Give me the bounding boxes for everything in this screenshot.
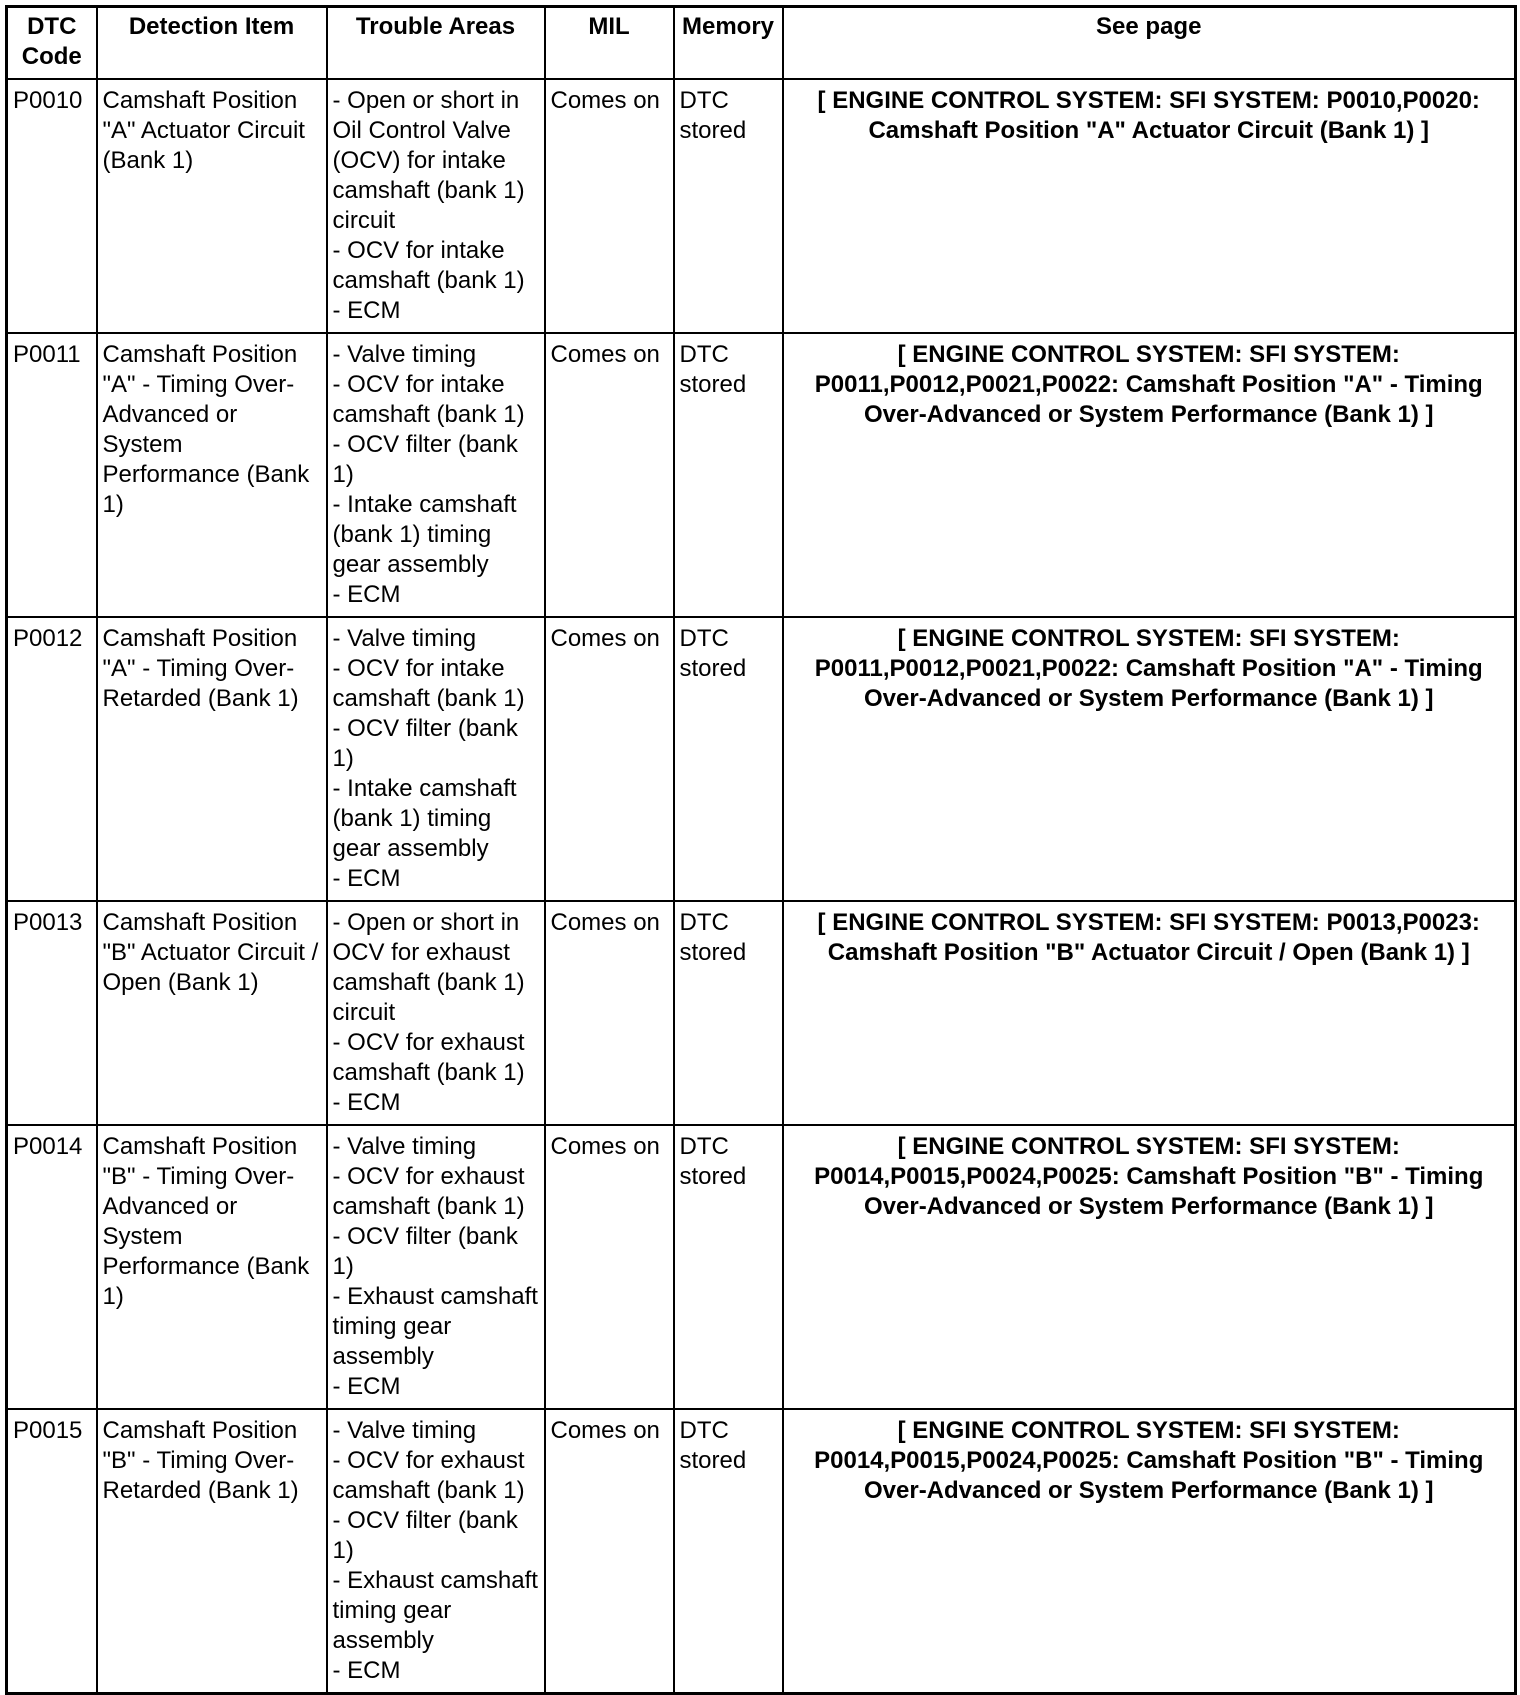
dtc-code-cell: P0012: [7, 617, 97, 901]
see-page-cell: [ ENGINE CONTROL SYSTEM: SFI SYSTEM: P0011,P0012,P0021,P0022: Camshaft Position "A" - Timing Over-Advanced or System Performance (Bank 1) ]: [783, 617, 1516, 901]
memory-cell: DTC stored: [674, 1409, 783, 1694]
trouble-area-item: - OCV for intake camshaft (bank 1): [332, 237, 525, 294]
trouble-area-item: - Valve timing: [332, 1133, 477, 1160]
trouble-area-item: - Open or short in Oil Control Valve (OCV) for intake camshaft (bank 1) circuit: [332, 87, 525, 234]
memory-cell: DTC stored: [674, 333, 783, 617]
dtc-code-cell: P0015: [7, 1409, 97, 1694]
trouble-area-item: - OCV for exhaust camshaft (bank 1): [332, 1029, 525, 1086]
trouble-areas-cell: [327, 333, 545, 617]
trouble-area-item: - ECM: [332, 581, 401, 608]
table-row: [7, 1125, 1516, 1409]
trouble-area-item: - ECM: [332, 1373, 401, 1400]
mil-cell: Comes on: [545, 1125, 674, 1409]
trouble-area-item: - Exhaust camshaft timing gear assembly: [332, 1283, 538, 1370]
detection-item-cell: Camshaft Position "B" - Timing Over-Advanced or System Performance (Bank 1): [97, 1125, 327, 1409]
header-dtc-code-line2: Code: [21, 43, 82, 70]
header-see-page: See page: [783, 7, 1516, 80]
trouble-area-item: - Intake camshaft (bank 1) timing gear assembly: [332, 775, 517, 862]
header-dtc-code-line1: DTC: [27, 13, 77, 40]
trouble-areas-cell: [327, 79, 545, 333]
trouble-areas-cell: [327, 617, 545, 901]
dtc-code-cell: P0013: [7, 901, 97, 1125]
table-row: [7, 617, 1516, 901]
header-row: [7, 7, 1516, 80]
mil-cell: Comes on: [545, 333, 674, 617]
trouble-areas-cell: [327, 1409, 545, 1694]
trouble-area-item: - OCV filter (bank 1): [332, 431, 518, 488]
trouble-area-item: - OCV for exhaust camshaft (bank 1): [332, 1163, 525, 1220]
detection-item-cell: Camshaft Position "A" - Timing Over-Retarded (Bank 1): [97, 617, 327, 901]
see-page-cell: [ ENGINE CONTROL SYSTEM: SFI SYSTEM: P0011,P0012,P0021,P0022: Camshaft Position "A" - Timing Over-Advanced or System Performance (Bank 1) ]: [783, 333, 1516, 617]
memory-cell: DTC stored: [674, 1125, 783, 1409]
trouble-area-item: - OCV for intake camshaft (bank 1): [332, 655, 525, 712]
detection-item-cell: Camshaft Position "B" Actuator Circuit / Open (Bank 1): [97, 901, 327, 1125]
memory-cell: DTC stored: [674, 617, 783, 901]
table-row: [7, 79, 1516, 333]
memory-cell: DTC stored: [674, 901, 783, 1125]
mil-cell: Comes on: [545, 617, 674, 901]
trouble-area-item: - ECM: [332, 1657, 401, 1684]
header-detection-item: Detection Item: [97, 7, 327, 80]
trouble-area-item: - Open or short in OCV for exhaust camshaft (bank 1) circuit: [332, 909, 525, 1026]
trouble-areas-cell: [327, 1125, 545, 1409]
trouble-areas-cell: [327, 901, 545, 1125]
detection-item-cell: Camshaft Position "A" - Timing Over-Advanced or System Performance (Bank 1): [97, 333, 327, 617]
trouble-area-item: - OCV filter (bank 1): [332, 1223, 518, 1280]
header-memory: Memory: [674, 7, 783, 80]
trouble-area-item: - Intake camshaft (bank 1) timing gear assembly: [332, 491, 517, 578]
trouble-area-item: - OCV filter (bank 1): [332, 715, 518, 772]
see-page-cell: [ ENGINE CONTROL SYSTEM: SFI SYSTEM: P0014,P0015,P0024,P0025: Camshaft Position "B" - Timing Over-Advanced or System Performance (Bank 1) ]: [783, 1125, 1516, 1409]
dtc-code-cell: P0014: [7, 1125, 97, 1409]
see-page-cell: [ ENGINE CONTROL SYSTEM: SFI SYSTEM: P0010,P0020: Camshaft Position "A" Actuator Circuit (Bank 1) ]: [783, 79, 1516, 333]
trouble-area-item: - Valve timing: [332, 1417, 477, 1444]
trouble-area-item: - ECM: [332, 297, 401, 324]
table-row: [7, 901, 1516, 1125]
see-page-cell: [ ENGINE CONTROL SYSTEM: SFI SYSTEM: P0013,P0023: Camshaft Position "B" Actuator Circuit / Open (Bank 1) ]: [783, 901, 1516, 1125]
table-header: [7, 7, 1516, 80]
trouble-area-item: - OCV for intake camshaft (bank 1): [332, 371, 525, 428]
memory-cell: DTC stored: [674, 79, 783, 333]
header-trouble-areas: Trouble Areas: [327, 7, 545, 80]
mil-cell: Comes on: [545, 901, 674, 1125]
trouble-area-item: - ECM: [332, 865, 401, 892]
trouble-area-item: - ECM: [332, 1089, 401, 1116]
detection-item-cell: Camshaft Position "A" Actuator Circuit (Bank 1): [97, 79, 327, 333]
trouble-area-item: - Exhaust camshaft timing gear assembly: [332, 1567, 538, 1654]
table-row: [7, 333, 1516, 617]
detection-item-cell: Camshaft Position "B" - Timing Over-Retarded (Bank 1): [97, 1409, 327, 1694]
dtc-code-cell: P0010: [7, 79, 97, 333]
dtc-table: [5, 5, 1517, 1695]
dtc-code-cell: P0011: [7, 333, 97, 617]
trouble-area-item: - OCV for exhaust camshaft (bank 1): [332, 1447, 525, 1504]
mil-cell: Comes on: [545, 79, 674, 333]
table-row: [7, 1409, 1516, 1694]
header-mil: MIL: [545, 7, 674, 80]
trouble-area-item: - OCV filter (bank 1): [332, 1507, 518, 1564]
see-page-cell: [ ENGINE CONTROL SYSTEM: SFI SYSTEM: P0014,P0015,P0024,P0025: Camshaft Position "B" - Timing Over-Advanced or System Performance (Bank 1) ]: [783, 1409, 1516, 1694]
header-dtc-code: [7, 7, 97, 80]
trouble-area-item: - Valve timing: [332, 341, 477, 368]
table-body: [7, 79, 1516, 1694]
trouble-area-item: - Valve timing: [332, 625, 477, 652]
mil-cell: Comes on: [545, 1409, 674, 1694]
